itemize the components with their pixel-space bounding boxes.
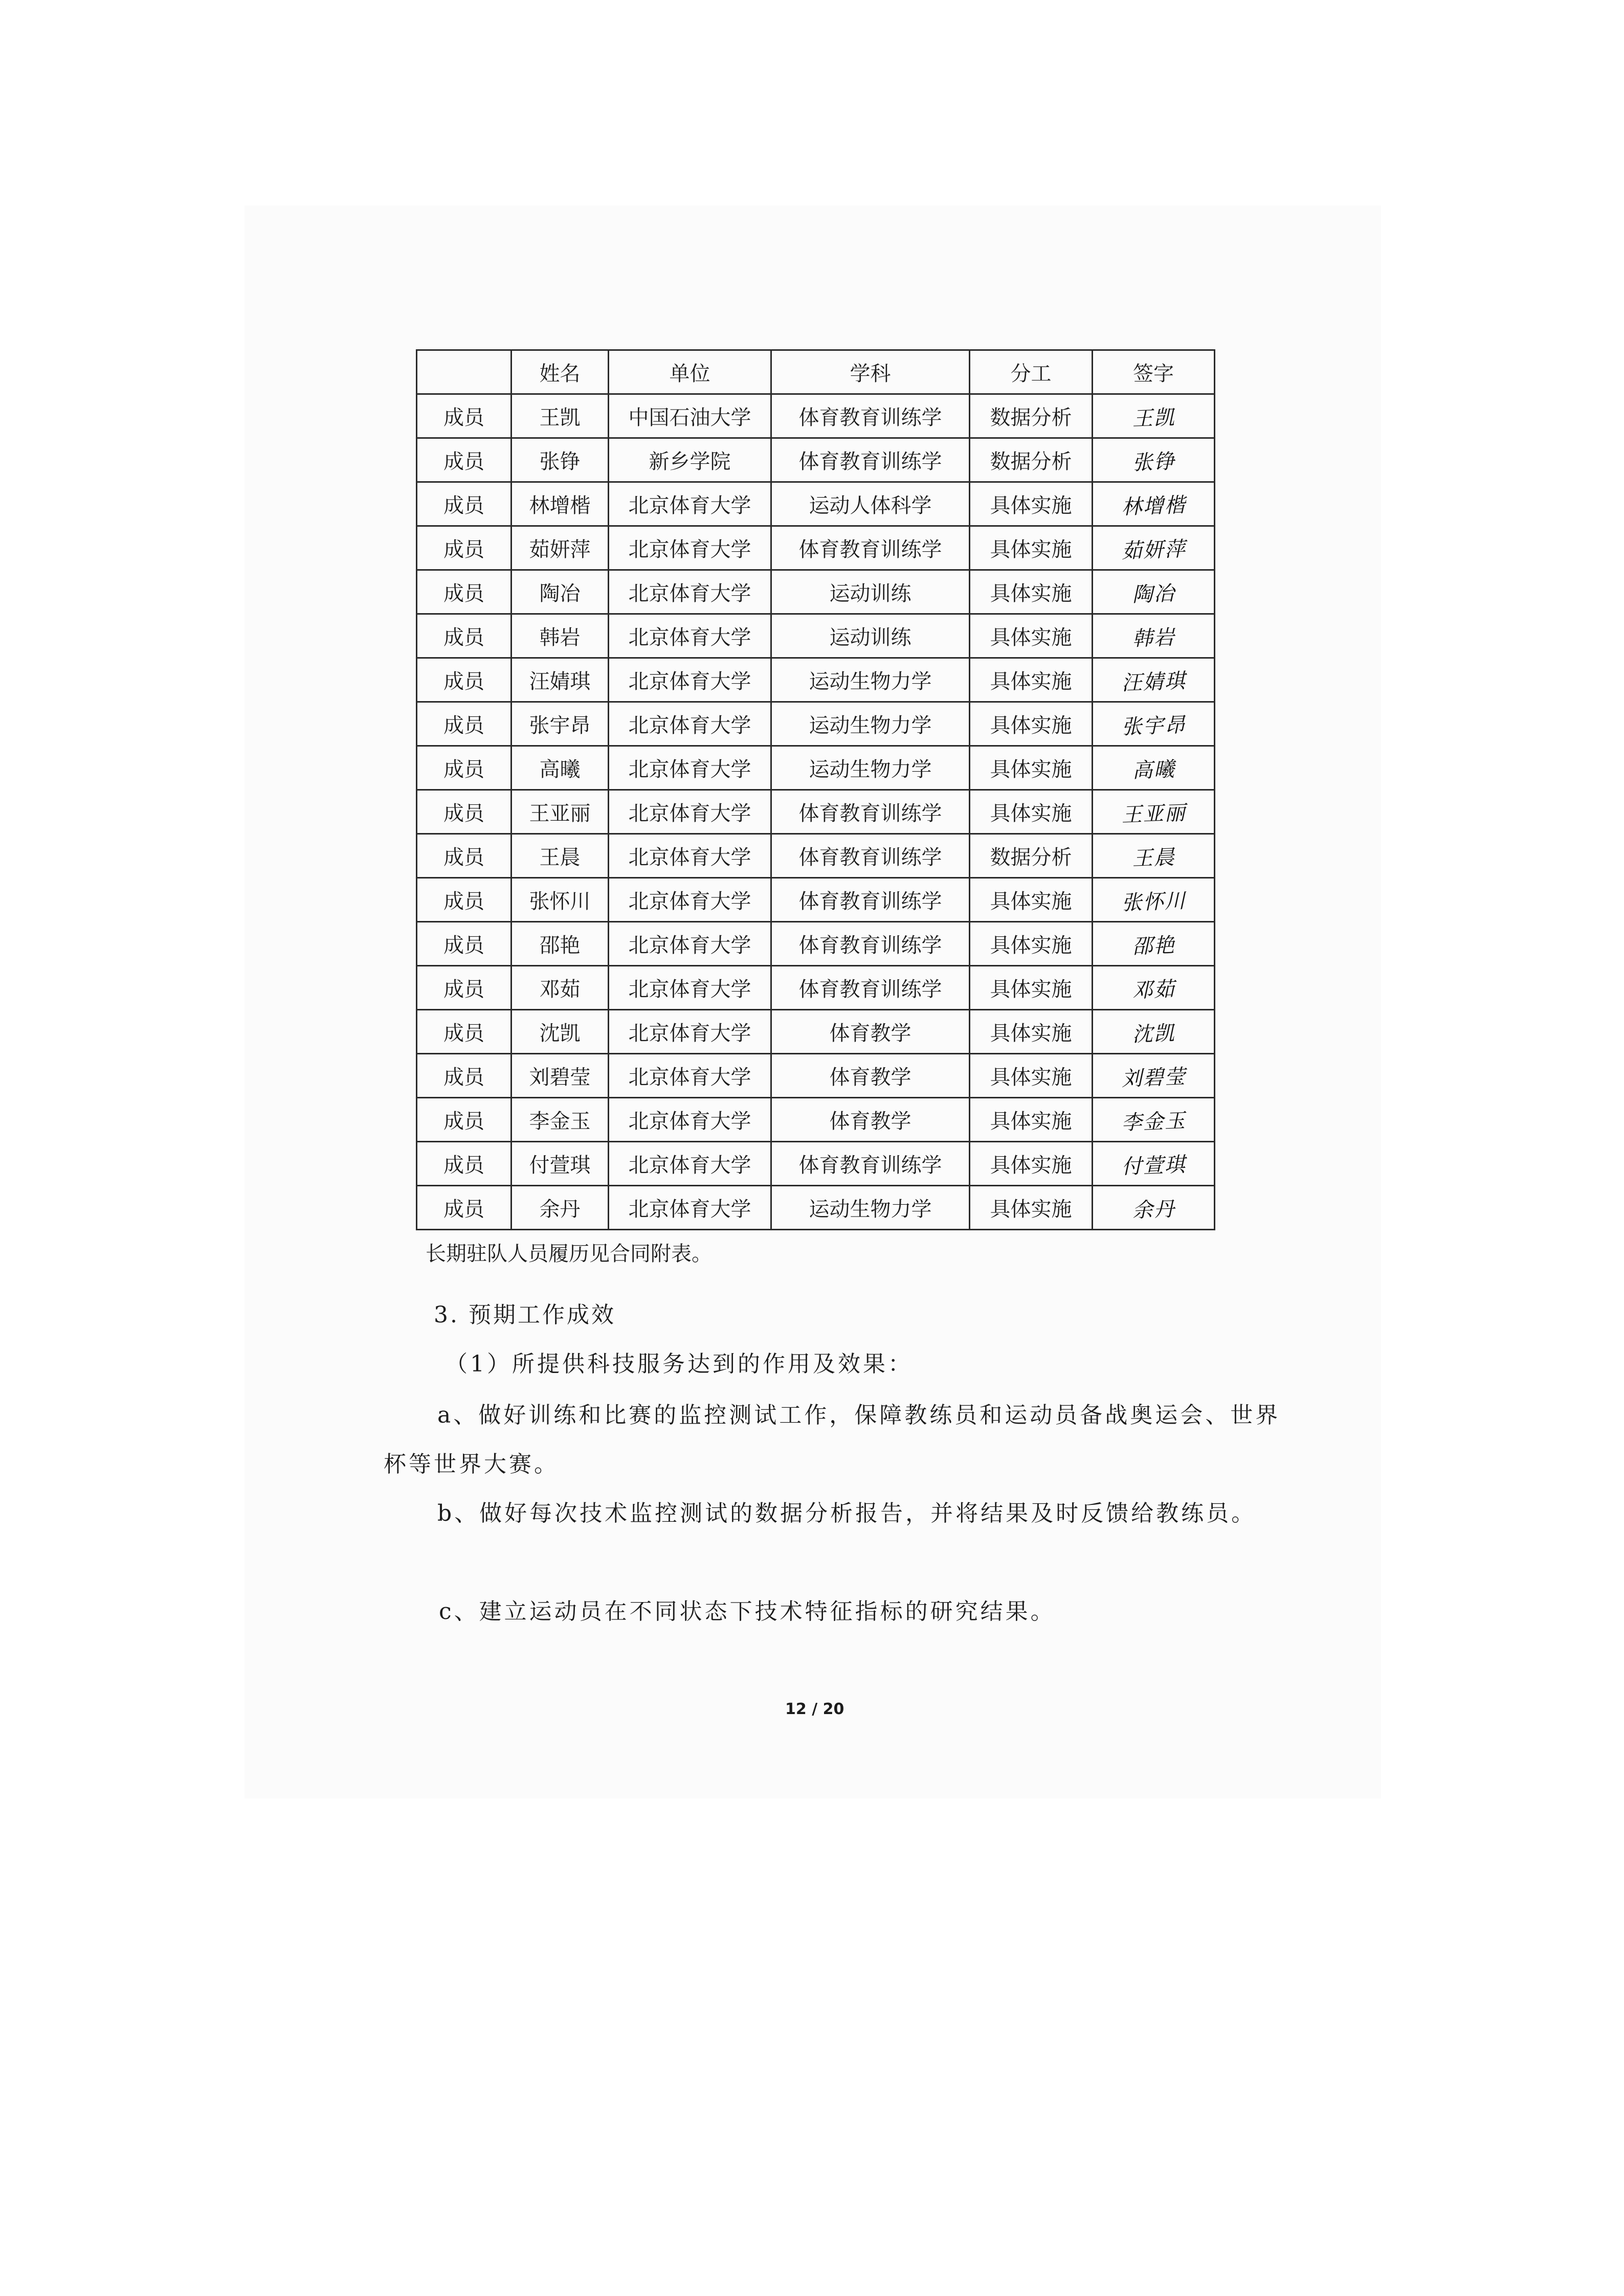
- cell-subject: 运动训练: [771, 570, 970, 614]
- cell-unit: 北京体育大学: [609, 746, 771, 790]
- table-header-row: [417, 350, 1215, 394]
- cell-role: 成员: [417, 878, 511, 922]
- cell-name: 王晨: [511, 834, 609, 878]
- cell-subject: 运动生物力学: [771, 746, 970, 790]
- header-duty: 分工: [970, 350, 1093, 394]
- cell-subject: 体育教育训练学: [771, 438, 970, 482]
- cell-role: 成员: [417, 702, 511, 746]
- cell-role: 成员: [417, 394, 511, 438]
- paragraph-b: b、做好每次技术监控测试的数据分析报告，并将结果及时反馈给教练员。: [437, 1500, 1257, 1526]
- cell-name: 刘碧莹: [511, 1054, 609, 1098]
- cell-signature: 王晨: [1092, 831, 1215, 880]
- cell-duty: 具体实施: [970, 746, 1093, 790]
- cell-subject: 体育教育训练学: [771, 790, 970, 834]
- cell-unit: 北京体育大学: [609, 570, 771, 614]
- cell-duty: 具体实施: [970, 1142, 1093, 1186]
- cell-subject: 体育教学: [771, 1098, 970, 1142]
- table-row: [417, 526, 1215, 570]
- cell-duty: 具体实施: [970, 790, 1093, 834]
- table-row: [417, 834, 1215, 878]
- table-row: [417, 1186, 1215, 1230]
- cell-name: 邓茹: [511, 966, 609, 1010]
- cell-role: 成员: [417, 614, 511, 658]
- paragraph-c: c、建立运动员在不同状态下技术特征指标的研究结果。: [439, 1599, 1056, 1625]
- cell-role: 成员: [417, 1010, 511, 1054]
- cell-role: 成员: [417, 482, 511, 526]
- table-row: [417, 570, 1215, 614]
- cell-role: 成员: [417, 834, 511, 878]
- cell-duty: 具体实施: [970, 614, 1093, 658]
- cell-subject: 体育教育训练学: [771, 394, 970, 438]
- cell-subject: 体育教育训练学: [771, 878, 970, 922]
- cell-name: 张怀川: [511, 878, 609, 922]
- cell-subject: 运动生物力学: [771, 1186, 970, 1230]
- cell-signature: 陶冶: [1092, 568, 1215, 616]
- cell-signature: 付萱琪: [1092, 1139, 1215, 1187]
- header-role: [417, 350, 511, 394]
- cell-unit: 北京体育大学: [609, 922, 771, 966]
- cell-name: 汪婧琪: [511, 658, 609, 702]
- cell-signature: 邵艳: [1092, 919, 1215, 967]
- header-name: 姓名: [511, 350, 609, 394]
- cell-unit: 北京体育大学: [609, 482, 771, 526]
- cell-duty: 具体实施: [970, 1010, 1093, 1054]
- cell-unit: 北京体育大学: [609, 658, 771, 702]
- cell-duty: 具体实施: [970, 1054, 1093, 1098]
- cell-subject: 运动生物力学: [771, 702, 970, 746]
- cell-role: 成员: [417, 1186, 511, 1230]
- cell-role: 成员: [417, 438, 511, 482]
- cell-signature: 韩岩: [1092, 612, 1215, 660]
- cell-duty: 具体实施: [970, 482, 1093, 526]
- cell-unit: 北京体育大学: [609, 1142, 771, 1186]
- cell-duty: 具体实施: [970, 658, 1093, 702]
- cell-name: 王凯: [511, 394, 609, 438]
- table-row: [417, 438, 1215, 482]
- cell-duty: 具体实施: [970, 570, 1093, 614]
- table-row: [417, 614, 1215, 658]
- cell-unit: 北京体育大学: [609, 790, 771, 834]
- cell-subject: 体育教育训练学: [771, 526, 970, 570]
- cell-role: 成员: [417, 922, 511, 966]
- section-heading: 3. 预期工作成效: [434, 1302, 616, 1328]
- cell-subject: 运动生物力学: [771, 658, 970, 702]
- cell-signature: 张铮: [1092, 436, 1215, 484]
- cell-duty: 具体实施: [970, 702, 1093, 746]
- paragraph-a: a、做好训练和比赛的监控测试工作，保障教练员和运动员备战奥运会、世界杯等世界大赛。: [384, 1402, 1281, 1477]
- cell-role: 成员: [417, 570, 511, 614]
- cell-subject: 体育教育训练学: [771, 966, 970, 1010]
- cell-subject: 运动训练: [771, 614, 970, 658]
- cell-signature: 高曦: [1092, 744, 1215, 792]
- cell-name: 高曦: [511, 746, 609, 790]
- cell-signature: 王亚丽: [1092, 787, 1215, 836]
- cell-signature: 刘碧莹: [1092, 1051, 1215, 1099]
- table-row: [417, 790, 1215, 834]
- header-unit: 单位: [609, 350, 771, 394]
- cell-unit: 北京体育大学: [609, 702, 771, 746]
- table-row: [417, 702, 1215, 746]
- cell-duty: 具体实施: [970, 922, 1093, 966]
- table-row: [417, 878, 1215, 922]
- table-row: [417, 1098, 1215, 1142]
- cell-name: 张宇昂: [511, 702, 609, 746]
- cell-role: 成员: [417, 966, 511, 1010]
- cell-duty: 具体实施: [970, 526, 1093, 570]
- cell-signature: 张宇昂: [1092, 700, 1215, 748]
- cell-duty: 具体实施: [970, 966, 1093, 1010]
- cell-signature: 林增楷: [1092, 480, 1215, 528]
- table-row: [417, 922, 1215, 966]
- cell-subject: 体育教学: [771, 1010, 970, 1054]
- table-row: [417, 1142, 1215, 1186]
- cell-unit: 新乡学院: [609, 438, 771, 482]
- cell-unit: 北京体育大学: [609, 1098, 771, 1142]
- cell-name: 李金玉: [511, 1098, 609, 1142]
- table-row: [417, 482, 1215, 526]
- page-number: 12 / 20: [785, 1700, 844, 1718]
- cell-name: 沈凯: [511, 1010, 609, 1054]
- header-subject: 学科: [771, 350, 970, 394]
- cell-signature: 汪婧琪: [1092, 656, 1215, 704]
- cell-duty: 具体实施: [970, 1098, 1093, 1142]
- cell-subject: 体育教育训练学: [771, 834, 970, 878]
- cell-unit: 中国石油大学: [609, 394, 771, 438]
- cell-role: 成员: [417, 1098, 511, 1142]
- table-row: [417, 1010, 1215, 1054]
- cell-subject: 体育教育训练学: [771, 1142, 970, 1186]
- cell-signature: 邓茹: [1092, 963, 1215, 1011]
- cell-subject: 运动人体科学: [771, 482, 970, 526]
- cell-name: 陶冶: [511, 570, 609, 614]
- cell-signature: 李金玉: [1092, 1095, 1215, 1143]
- cell-unit: 北京体育大学: [609, 834, 771, 878]
- cell-name: 王亚丽: [511, 790, 609, 834]
- cell-duty: 数据分析: [970, 438, 1093, 482]
- cell-name: 张铮: [511, 438, 609, 482]
- cell-unit: 北京体育大学: [609, 878, 771, 922]
- table-row: [417, 746, 1215, 790]
- cell-name: 韩岩: [511, 614, 609, 658]
- cell-unit: 北京体育大学: [609, 1186, 771, 1230]
- cell-signature: 茹妍萍: [1092, 524, 1215, 572]
- cell-unit: 北京体育大学: [609, 1010, 771, 1054]
- cell-signature: 王凯: [1092, 392, 1215, 440]
- cell-role: 成员: [417, 1054, 511, 1098]
- cell-name: 林增楷: [511, 482, 609, 526]
- cell-signature: 沈凯: [1092, 1007, 1215, 1055]
- header-signature: 签字: [1093, 350, 1215, 394]
- cell-role: 成员: [417, 790, 511, 834]
- cell-duty: 具体实施: [970, 878, 1093, 922]
- cell-name: 邵艳: [511, 922, 609, 966]
- table-row: [417, 966, 1215, 1010]
- member-table: [416, 349, 1215, 1230]
- cell-subject: 体育教育训练学: [771, 922, 970, 966]
- cell-unit: 北京体育大学: [609, 966, 771, 1010]
- paragraph-effects-intro: （1）所提供科技服务达到的作用及效果：: [445, 1351, 913, 1377]
- cell-signature: 余丹: [1092, 1183, 1215, 1231]
- table-row: [417, 658, 1215, 702]
- resume-note: 长期驻队人员履历见合同附表。: [426, 1242, 712, 1266]
- cell-duty: 具体实施: [970, 1186, 1093, 1230]
- cell-unit: 北京体育大学: [609, 614, 771, 658]
- cell-role: 成员: [417, 746, 511, 790]
- cell-subject: 体育教学: [771, 1054, 970, 1098]
- cell-unit: 北京体育大学: [609, 1054, 771, 1098]
- cell-role: 成员: [417, 526, 511, 570]
- cell-name: 付萱琪: [511, 1142, 609, 1186]
- cell-duty: 数据分析: [970, 834, 1093, 878]
- cell-duty: 数据分析: [970, 394, 1093, 438]
- cell-name: 余丹: [511, 1186, 609, 1230]
- cell-unit: 北京体育大学: [609, 526, 771, 570]
- cell-signature: 张怀川: [1092, 875, 1215, 924]
- table-row: [417, 394, 1215, 438]
- cell-role: 成员: [417, 658, 511, 702]
- cell-role: 成员: [417, 1142, 511, 1186]
- table-row: [417, 1054, 1215, 1098]
- cell-name: 茹妍萍: [511, 526, 609, 570]
